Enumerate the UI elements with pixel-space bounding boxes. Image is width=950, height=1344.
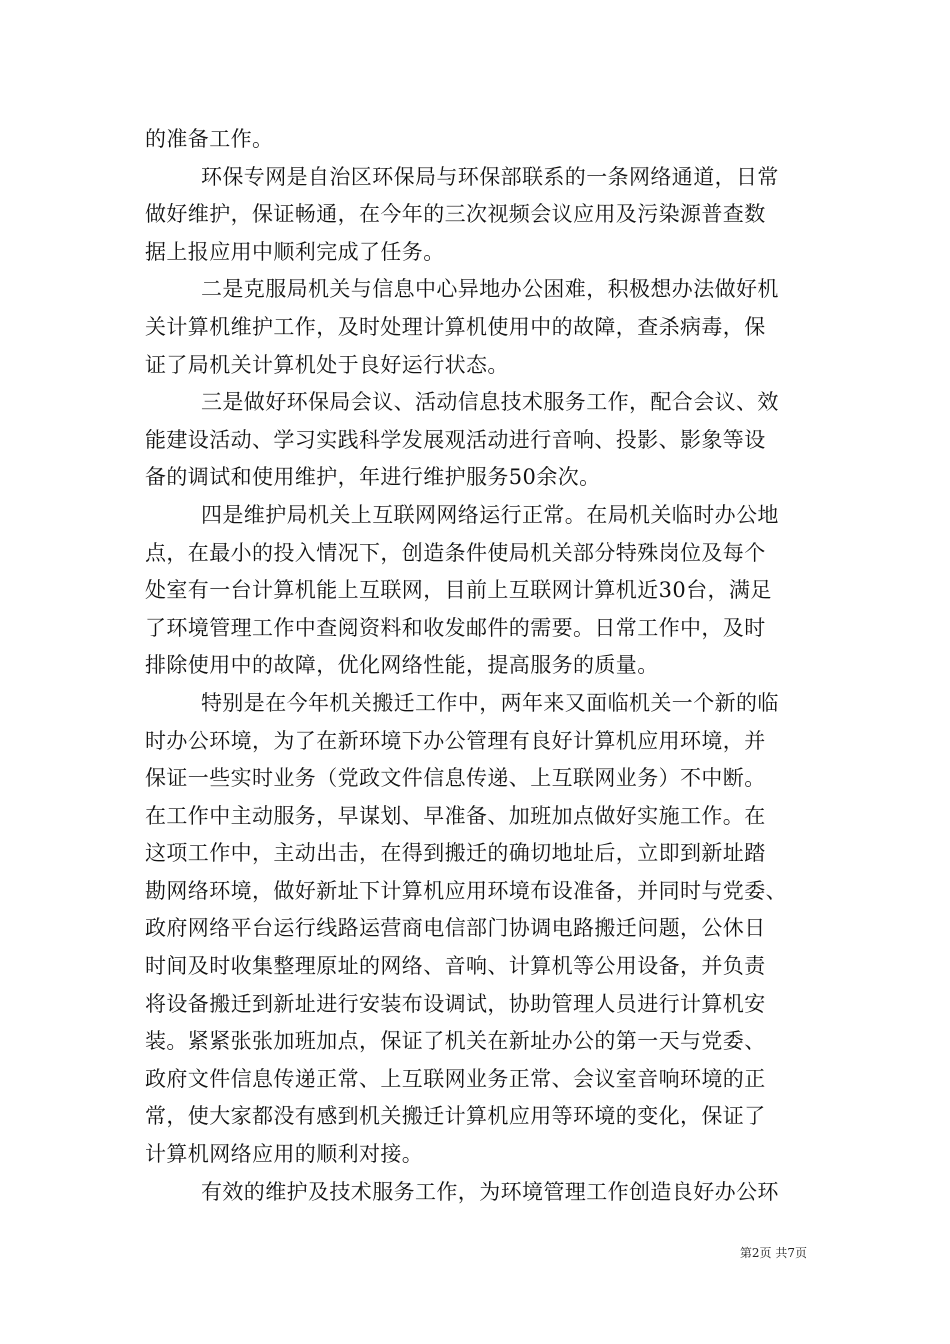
paragraph-first-line: 特别是在今年机关搬迁工作中，两年来又面临机关一个新的临 [201,690,779,715]
paragraph-line: 常，使大家都没有感到机关搬迁计算机应用等环境的变化，保证了 [145,1104,766,1129]
paragraph-line: 保证一些实时业务（党政文件信息传递、上互联网业务）不中断。 [145,766,766,791]
paragraph-line: 关计算机维护工作，及时处理计算机使用中的故障，查杀病毒，保 [145,314,766,339]
paragraph-line: 能建设活动、学习实践科学发展观活动进行音响、投影、影象等设 [145,427,766,452]
paragraph-line: 装。紧紧张张加班加点，保证了机关在新址办公的第一天与党委、 [145,1029,766,1054]
paragraph-line: 这项工作中，主动出击，在得到搬迁的确切地址后，立即到新址踏 [145,841,766,866]
paragraph-line: 据上报应用中顺利完成了任务。 [145,239,445,264]
paragraph-first-line: 三是做好环保局会议、活动信息技术服务工作，配合会议、效 [201,390,779,415]
paragraph-line: 处室有一台计算机能上互联网，目前上互联网计算机近30台，满足 [145,578,772,603]
paragraph-line: 的准备工作。 [145,127,274,151]
document-body [145,121,807,1211]
paragraph-line: 了环境管理工作中查阅资料和收发邮件的需要。日常工作中，及时 [145,615,766,640]
paragraph-first-line: 二是克服局机关与信息中心异地办公困难，积极想办法做好机 [201,277,779,302]
paragraph-line: 政府文件信息传递正常、上互联网业务正常、会议室音响环境的正 [145,1066,766,1091]
paragraph-line: 将设备搬迁到新址进行安装布设调试，协助管理人员进行计算机安 [145,991,766,1016]
paragraph-line: 时办公环境，为了在新环境下办公管理有良好计算机应用环境，并 [145,728,766,753]
paragraph-first-line: 环保专网是自治区环保局与环保部联系的一条网络通道，日常 [201,164,779,189]
paragraph-line: 在工作中主动服务，早谋划、早准备、加班加点做好实施工作。在 [145,803,766,828]
paragraph-first-line: 有效的维护及技术服务工作，为环境管理工作创造良好办公环 [201,1179,779,1204]
paragraph-line: 做好维护，保证畅通，在今年的三次视频会议应用及污染源普查数 [145,202,766,227]
paragraph-line: 政府网络平台运行线路运营商电信部门协调电路搬迁问题，公休日 [145,916,766,941]
page-number: 第2页 共7页 [739,1246,807,1260]
paragraph-line: 排除使用中的故障，优化网络性能，提高服务的质量。 [145,653,659,678]
paragraph-line: 勘网络环境，做好新址下计算机应用环境布设准备，并同时与党委、 [145,878,787,903]
paragraph-line: 证了局机关计算机处于良好运行状态。 [145,352,509,377]
paragraph-first-line: 四是维护局机关上互联网网络运行正常。在局机关临时办公地 [201,502,779,527]
paragraph-line: 计算机网络应用的顺利对接。 [145,1142,424,1167]
paragraph-line: 点，在最小的投入情况下，创造条件使局机关部分特殊岗位及每个 [145,540,766,565]
paragraph-line: 时间及时收集整理原址的网络、音响、计算机等公用设备，并负责 [145,954,766,979]
paragraph-line: 备的调试和使用维护，年进行维护服务50余次。 [145,465,601,490]
